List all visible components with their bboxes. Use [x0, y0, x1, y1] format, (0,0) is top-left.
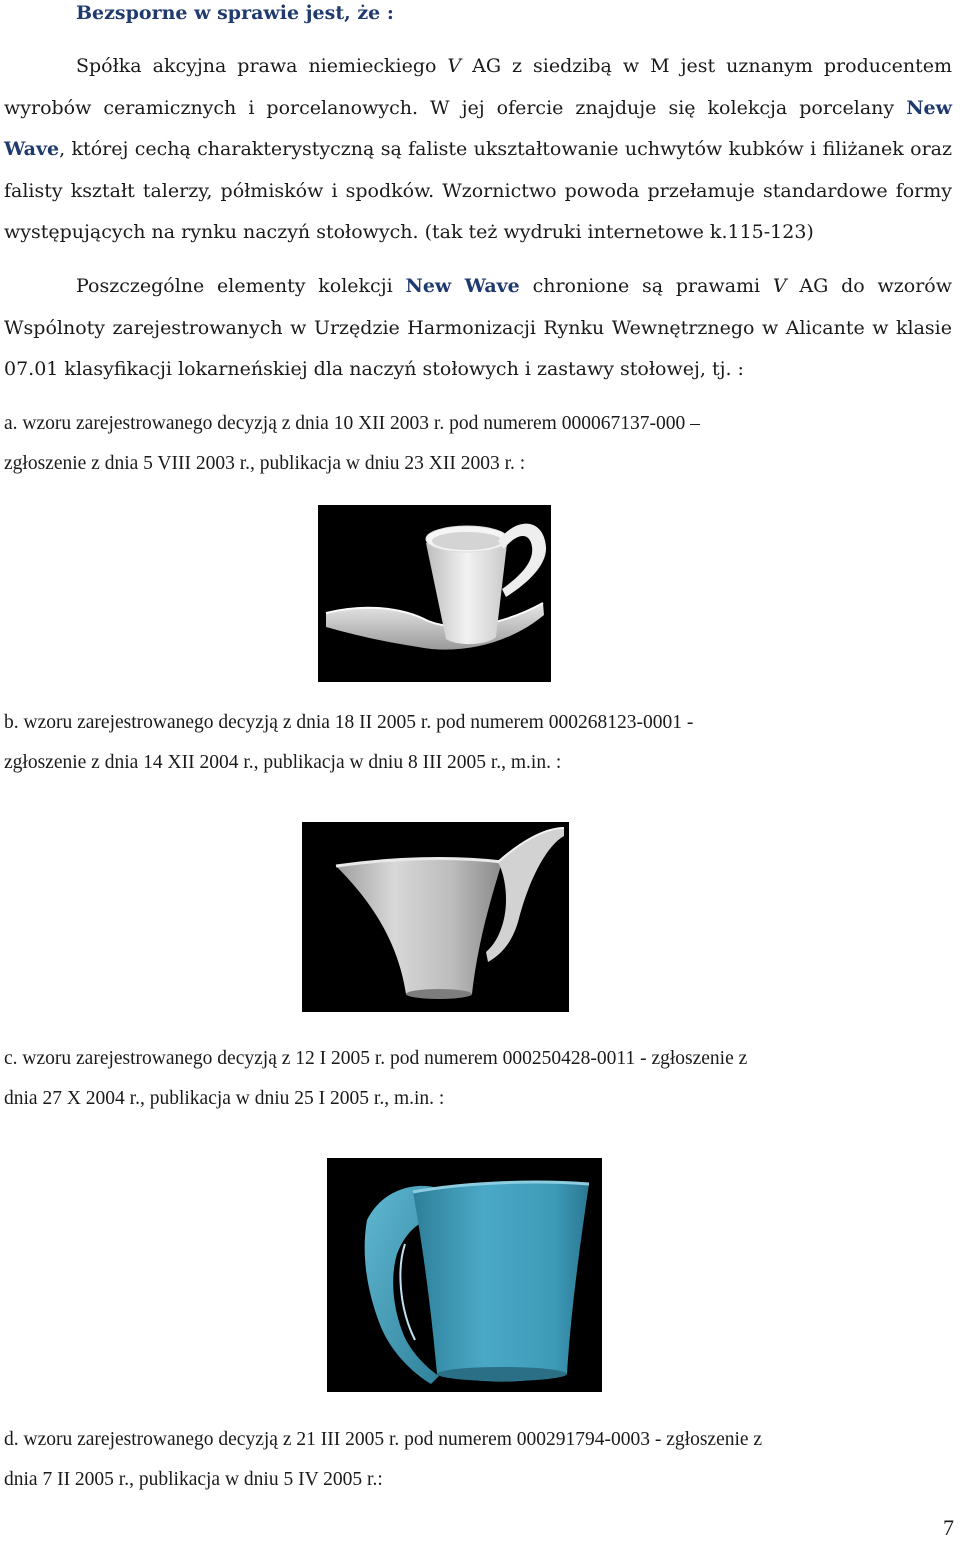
- design-item-a: [4, 404, 952, 484]
- item-line: b. wzoru zarejestrowanego decyzją z dnia 18 II 2005 r. pod numerem 000268123-0001 -: [4, 712, 694, 733]
- collection-name: New: [906, 96, 952, 119]
- item-line: a. wzoru zarejestrowanego decyzją z dnia 10 XII 2003 r. pod numerem 000067137-000 –: [4, 413, 700, 434]
- item-line: d. wzoru zarejestrowanego decyzją z 21 III 2005 r. pod numerem 000291794-0003 - zgłoszenie z: [4, 1429, 763, 1450]
- page-number: 7: [943, 1515, 954, 1540]
- text-span: Poszczególne elementy kolekcji: [76, 275, 406, 297]
- photo-white-cup: [302, 822, 569, 1012]
- section-heading: Bezsporne w sprawie jest, że :: [76, 2, 394, 24]
- text-span: AG do wzorów Wspólnoty zarejestrowanych w Urzędzie Harmonizacji Rynku Wewnętrznego w Alicante w klasie 07.01 klasyfikacji lokarneńskiej dla naczyń stołowych i zastawy stołowej, tj. :: [4, 275, 952, 380]
- collection-name: Wave: [4, 138, 60, 160]
- company-initial: V: [772, 275, 787, 297]
- text-span: AG z siedzibą w M jest uznanym producentem: [461, 55, 952, 77]
- photo-blue-cup: [327, 1158, 602, 1392]
- company-initial: V: [447, 55, 462, 77]
- text-span: , której cechą charakterystyczną są faliste ukształtowanie uchwytów kubków i filiżanek oraz falisty kształt talerzy, półmisków i spodków. Wzornictwo powoda przełamuje standardowe formy występujących na rynku naczyń stołowych. (tak też wydruki internetowe k.115-123): [4, 138, 952, 243]
- design-item-b: [4, 703, 952, 783]
- white-cup-illustration: [302, 822, 569, 1012]
- item-line: dnia 27 X 2004 r., publikacja w dniu 25 I 2005 r., m.in. :: [4, 1088, 445, 1109]
- text-span: wyrobów ceramicznych i porcelanowych. W jej ofercie znajduje się kolekcja porcelany: [4, 96, 907, 119]
- design-item-d: [4, 1420, 952, 1500]
- item-line: zgłoszenie z dnia 5 VIII 2003 r., publikacja w dniu 23 XII 2003 r. :: [4, 453, 526, 474]
- paragraph-rights: [4, 266, 952, 391]
- text-span: chronione są prawami: [519, 275, 773, 297]
- paragraph-company: [4, 46, 952, 254]
- collection-name: New Wave: [405, 275, 520, 297]
- cup-saucer-illustration: [318, 505, 551, 682]
- blue-cup-illustration: [327, 1158, 602, 1392]
- photo-cup-saucer: [318, 505, 551, 682]
- design-item-c: [4, 1039, 952, 1119]
- item-line: dnia 7 II 2005 r., publikacja w dniu 5 IV 2005 r.:: [4, 1469, 383, 1490]
- item-line: zgłoszenie z dnia 14 XII 2004 r., publikacja w dniu 8 III 2005 r., m.in. :: [4, 752, 562, 773]
- text-span: Spółka akcyjna prawa niemieckiego: [76, 55, 448, 77]
- item-line: c. wzoru zarejestrowanego decyzją z 12 I 2005 r. pod numerem 000250428-0011 - zgłoszenie z: [4, 1048, 748, 1069]
